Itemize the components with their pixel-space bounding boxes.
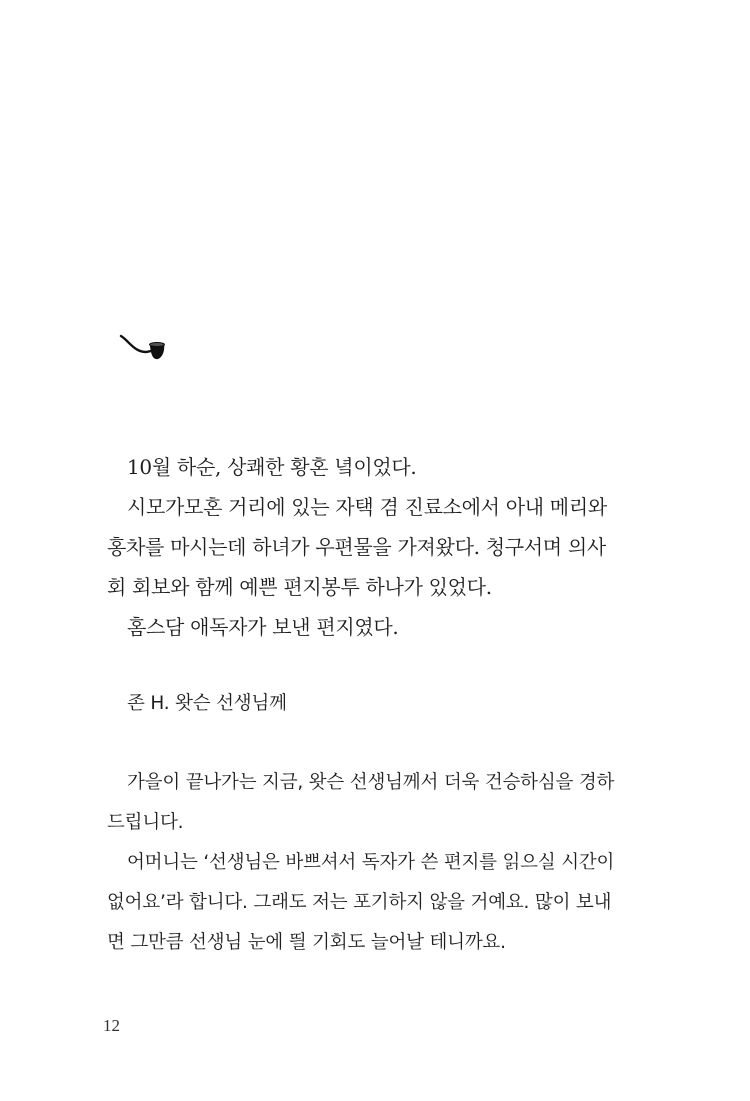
letter-line: 어머니는 ‘선생님은 바쁘셔서 독자가 쓴 편지를 읽으실 시간이 [127,852,615,873]
letter-line: 없어요’라 합니다. 그래도 저는 포기하지 않을 거예요. 많이 보내 [107,892,612,913]
letter-line: 면 그만큼 선생님 눈에 띌 기회도 늘어날 테니까요. [107,932,506,953]
pipe-icon [118,330,170,364]
salutation-text: 존 H. 왓슨 선생님께 [127,693,287,714]
paragraph-line: 회 회보와 함께 예쁜 편지봉투 하나가 있었다. [107,575,492,599]
letter-line: 드립니다. [107,812,184,833]
page-number: 12 [103,1016,120,1035]
paragraph-line: 홍차를 마시는데 하녀가 우편물을 가져왔다. 청구서며 의사 [107,535,606,559]
paragraph-line: 홈스담 애독자가 보낸 편지였다. [127,615,399,639]
letter-line: 가을이 끝나가는 지금, 왓슨 선생님께서 더욱 건승하심을 경하 [127,772,615,793]
letter-body [107,763,647,963]
paragraph-line: 10월 하순, 상쾌한 황혼 녘이었다. [127,455,417,479]
narrative-text [107,447,647,647]
letter-salutation [107,684,647,724]
paragraph-line: 시모가모혼 거리에 있는 자택 겸 진료소에서 아내 메리와 [127,495,607,519]
